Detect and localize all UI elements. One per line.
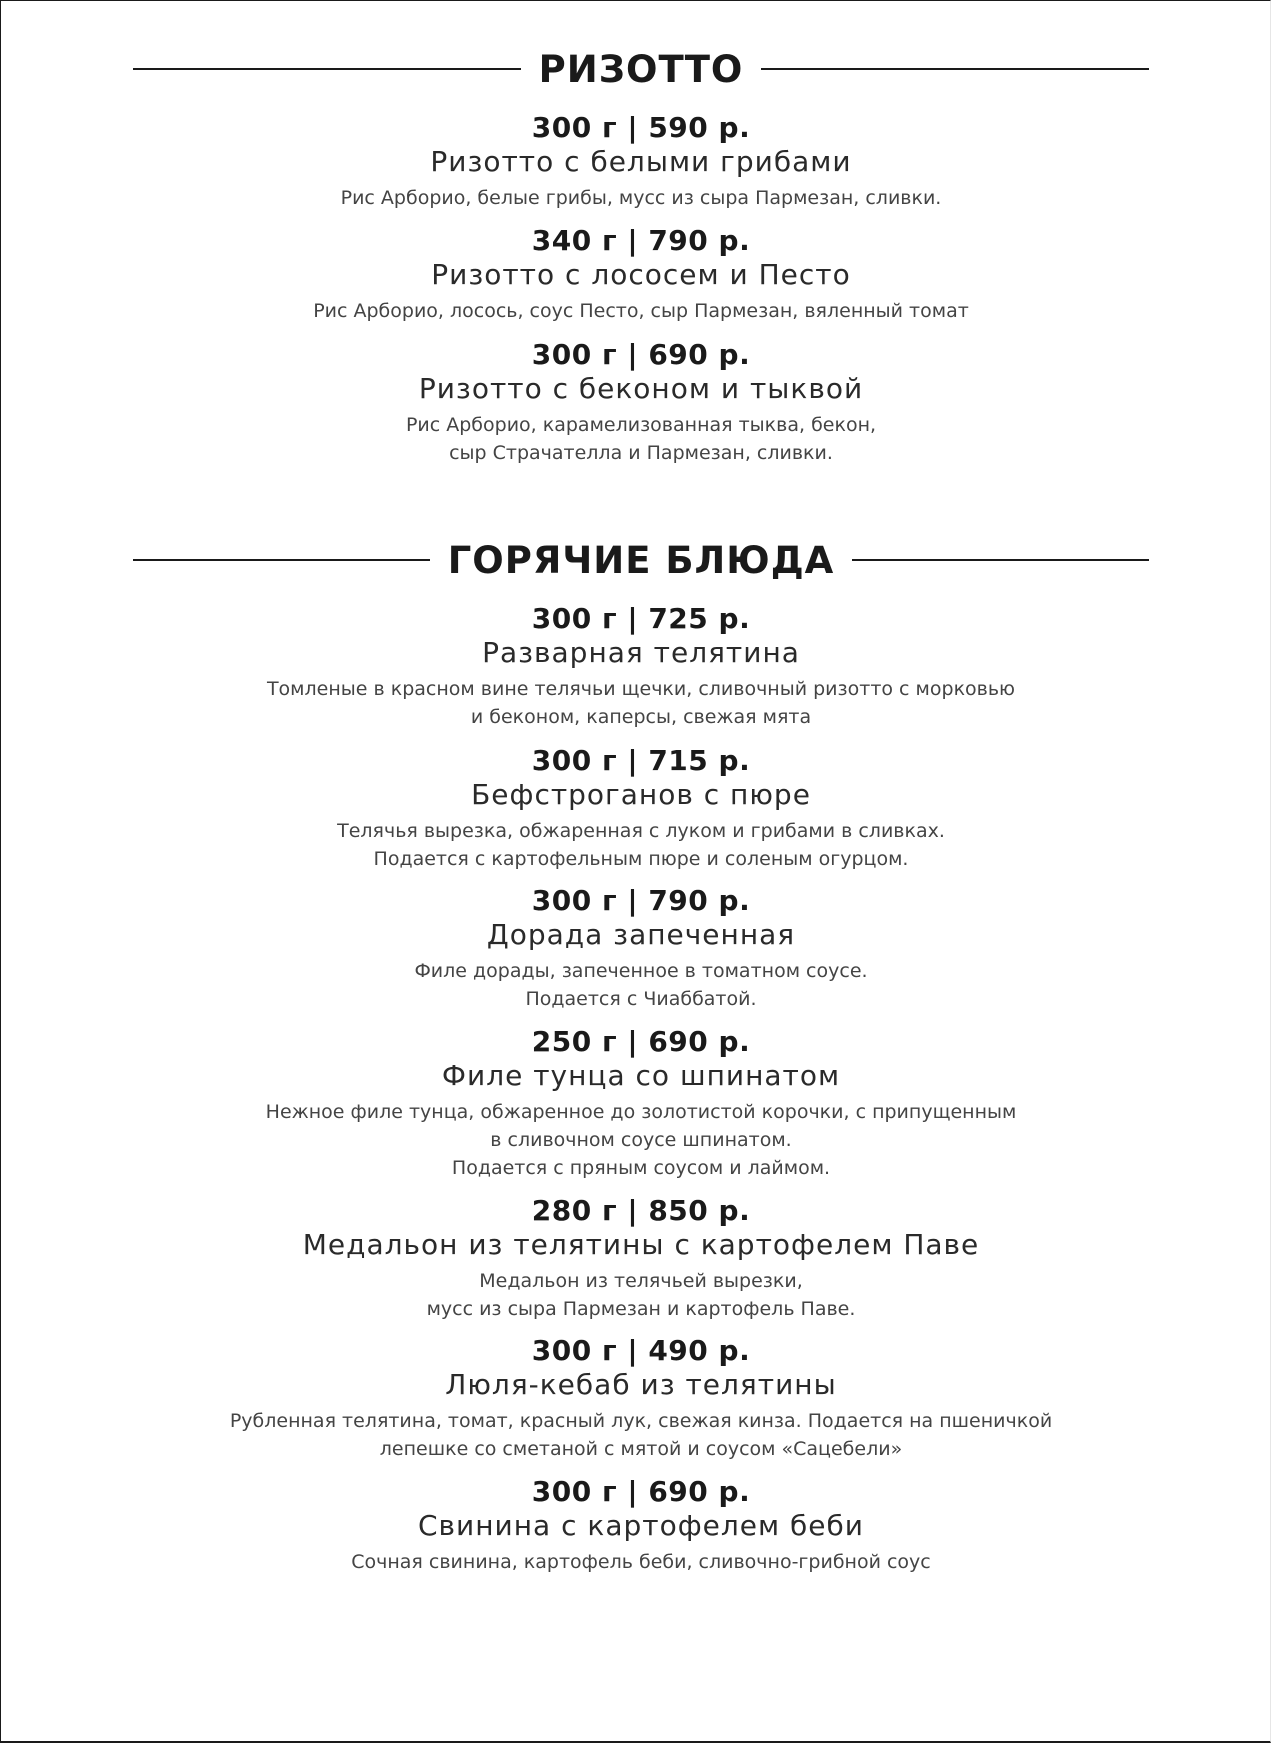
- section-header-risotto: [133, 44, 1149, 94]
- description-line: Рис Арборио, белые грибы, мусс из сыра Пармезан, сливки.: [340, 187, 942, 209]
- menu-item: [133, 1193, 1149, 1323]
- header-rule-left: [133, 68, 521, 70]
- item-name: Ризотто с белыми грибами: [430, 145, 852, 178]
- item-description: [133, 957, 1149, 1013]
- item-price: 300 г | 690 р.: [531, 1475, 751, 1508]
- item-price: 300 г | 790 р.: [531, 884, 751, 917]
- item-name: Филе тунца со шпинатом: [441, 1059, 841, 1092]
- description-line: Телячья вырезка, обжаренная с луком и грибами в сливках.: [337, 820, 945, 842]
- menu-item: [133, 337, 1149, 467]
- item-price: 300 г | 590 р.: [531, 111, 751, 144]
- item-description: [133, 297, 1149, 325]
- item-description: [133, 1267, 1149, 1323]
- item-name: Ризотто с лососем и Песто: [431, 258, 851, 291]
- item-description: [133, 1548, 1149, 1576]
- section-header-hot-dishes: [133, 535, 1149, 585]
- item-description: [133, 817, 1149, 873]
- description-line: Медальон из телячьей вырезки,: [479, 1270, 803, 1292]
- item-description: [133, 1098, 1149, 1182]
- item-name: Люля-кебаб из телятины: [445, 1368, 837, 1401]
- header-rule-right: [761, 68, 1149, 70]
- item-description: [133, 411, 1149, 467]
- item-price: 280 г | 850 р.: [531, 1194, 751, 1227]
- menu-item: [133, 223, 1149, 325]
- item-description: [133, 184, 1149, 212]
- description-line: Рис Арборио, карамелизованная тыква, бекон,: [405, 414, 877, 436]
- description-line: в сливочном соусе шпинатом.: [490, 1129, 792, 1151]
- item-price: 300 г | 715 р.: [531, 744, 751, 777]
- item-price: 340 г | 790 р.: [531, 224, 751, 257]
- menu-item: [133, 601, 1149, 731]
- item-price: 250 г | 690 р.: [531, 1025, 751, 1058]
- header-rule-right: [852, 559, 1149, 561]
- item-price: 300 г | 490 р.: [531, 1334, 751, 1367]
- description-line: и беконом, каперсы, свежая мята: [470, 706, 812, 728]
- description-line: Подается с пряным соусом и лаймом.: [451, 1157, 831, 1179]
- description-line: сыр Страчателла и Пармезан, сливки.: [449, 442, 833, 464]
- menu-item: [133, 1024, 1149, 1182]
- section-title: РИЗОТТО: [538, 47, 744, 91]
- description-line: Подается с картофельным пюре и соленым огурцом.: [373, 848, 909, 870]
- description-line: Рис Арборио, лосось, соус Песто, сыр Пармезан, вяленный томат: [313, 300, 969, 322]
- menu-item: [133, 1333, 1149, 1463]
- item-name: Разварная телятина: [482, 636, 800, 669]
- item-name: Дорада запеченная: [486, 918, 796, 951]
- menu-item: [133, 110, 1149, 212]
- description-line: Филе дорады, запеченное в томатном соусе.: [414, 960, 868, 982]
- item-price: 300 г | 690 р.: [531, 338, 751, 371]
- description-line: лепешке со сметаной с мятой и соусом «Сацебели»: [379, 1438, 903, 1460]
- section-title: ГОРЯЧИЕ БЛЮДА: [447, 538, 835, 582]
- item-description: [133, 675, 1149, 731]
- description-line: Сочная свинина, картофель беби, сливочно-грибной соус: [351, 1551, 931, 1573]
- description-line: Томленые в красном вине телячьи щечки, сливочный ризотто с морковью: [266, 678, 1016, 700]
- menu-item: [133, 883, 1149, 1013]
- menu-item: [133, 1474, 1149, 1576]
- item-price: 300 г | 725 р.: [531, 602, 751, 635]
- item-name: Свинина с картофелем беби: [418, 1509, 864, 1542]
- description-line: Нежное филе тунца, обжаренное до золотистой корочки, с припущенным: [265, 1101, 1017, 1123]
- description-line: мусс из сыра Пармезан и картофель Паве.: [426, 1298, 856, 1320]
- header-rule-left: [133, 559, 430, 561]
- item-name: Медальон из телятины с картофелем Паве: [302, 1228, 980, 1261]
- item-name: Ризотто с беконом и тыквой: [418, 372, 864, 405]
- description-line: Рубленная телятина, томат, красный лук, свежая кинза. Подается на пшеничкой: [229, 1410, 1053, 1432]
- item-name: Бефстроганов с пюре: [471, 778, 811, 811]
- menu-item: [133, 743, 1149, 873]
- item-description: [133, 1407, 1149, 1463]
- description-line: Подается с Чиаббатой.: [525, 988, 757, 1010]
